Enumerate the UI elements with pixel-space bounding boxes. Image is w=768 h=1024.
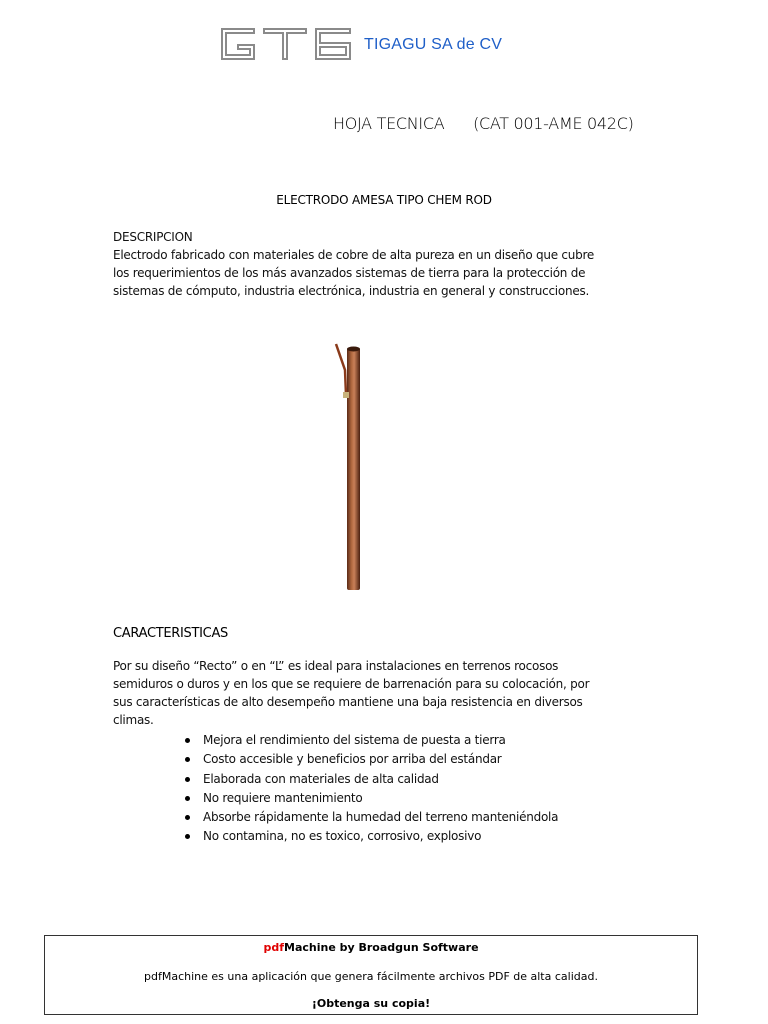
list-item: Mejora el rendimiento del sistema de puesta a tierra <box>185 731 558 750</box>
banner-brand <box>45 941 697 954</box>
characteristics-heading: CARACTERISTICAS <box>113 626 228 641</box>
description-line: los requerimientos de los más avanzados sistemas de tierra para la protección de <box>113 266 586 280</box>
list-item: No requiere mantenimiento <box>185 789 558 808</box>
description-text <box>113 246 643 300</box>
characteristics-line: sus características de alto desempeño mantiene una baja resistencia en diversos <box>113 695 583 709</box>
banner-brand-red: pdf <box>263 941 285 954</box>
electrode-rod-image <box>330 340 370 592</box>
list-item: Absorbe rápidamente la humedad del terreno manteniéndola <box>185 808 558 827</box>
list-item: Costo accesible y beneficios por arriba del estándar <box>185 750 558 769</box>
company-logo <box>220 27 355 61</box>
pdfmachine-banner <box>44 935 698 1015</box>
company-name: TIGAGU SA de CV <box>364 36 503 53</box>
document-subtitle: ELECTRODO AMESA TIPO CHEM ROD <box>276 193 492 207</box>
description-line: Electrodo fabricado con materiales de cobre de alta pureza en un diseño que cubre <box>113 248 595 262</box>
banner-description: pdfMachine es una aplicación que genera fácilmente archivos PDF de alta calidad. <box>144 970 598 983</box>
characteristics-line: Por su diseño “Recto” o en “L” es ideal para instalaciones en terrenos rocosos <box>113 659 559 673</box>
banner-brand-rest: Machine by Broadgun Software <box>284 941 479 954</box>
list-item: No contamina, no es toxico, corrosivo, explosivo <box>185 827 558 846</box>
characteristics-list <box>185 731 558 847</box>
list-item: Elaborada con materiales de alta calidad <box>185 770 558 789</box>
characteristics-text <box>113 657 638 729</box>
characteristics-line: semiduros o duros y en los que se requiere de barrenación para su colocación, por <box>113 677 590 691</box>
banner-cta-link[interactable]: ¡Obtenga su copia! <box>311 997 431 1010</box>
document-title: HOJA TECNICA (CAT 001-AME 042C) <box>333 114 634 133</box>
description-line: sistemas de cómputo, industria electrónica, industria en general y construcciones. <box>113 284 590 298</box>
characteristics-line: climas. <box>113 713 154 727</box>
description-heading: DESCRIPCION <box>113 230 193 244</box>
